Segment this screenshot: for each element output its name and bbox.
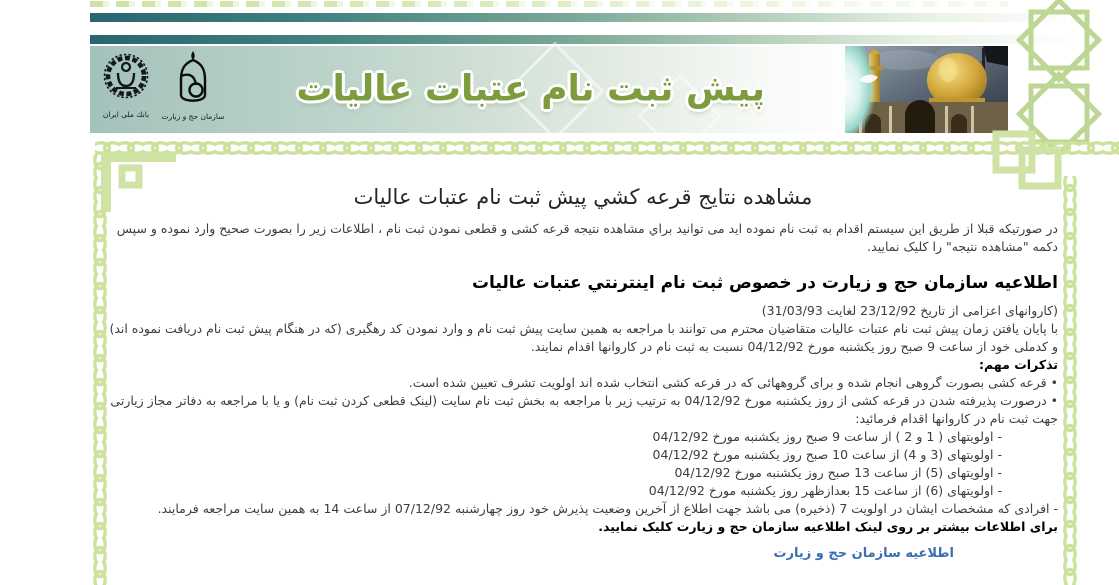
header-teal-bar-1 [90, 13, 1065, 22]
header-teal-bar-2 [90, 35, 1065, 44]
main-content [108, 184, 1058, 563]
frame-corner-top-right [986, 126, 1086, 192]
page-title: مشاهده نتايج قرعه کشي پيش ثبت نام عتبات عاليات [353, 185, 813, 209]
announcement-link[interactable]: اطلاعيه سازمان حج و زيارت [773, 546, 954, 561]
hajj-organization-logo [160, 50, 226, 121]
announcement-link-row [108, 544, 1058, 563]
caravan-dates-line: (کاروانهای اعزامی از تاريخ 23/12/92 لغايت 31/03/93) [761, 303, 1058, 318]
reserve-priority-note: - افرادی که مشخصات ايشان در اولويت 7 (ذخيره) می باشد جهت اطلاع از آخرين وضعيت پذيرش خود روز چهارشنبه 07/12/92 از ساعت 14 به همين سايت مراجعه فرمايند. [157, 501, 1058, 516]
priority-item-1: - اولويتهای ( 1 و 2 ) از ساعت 9 صبح روز يکشنبه مورخ 04/12/92 [652, 429, 1002, 444]
shrine-photo [845, 46, 1008, 133]
banner-title-calligraphy: پيش ثبت نام عتبات عاليات [296, 68, 765, 110]
header-banner [90, 46, 1008, 133]
shrine-photo-image [845, 46, 1008, 133]
frame-chain-left [92, 154, 108, 585]
more-info-instruction: برای اطلاعات بيشتر بر روی لينک اطلاعيه سازمان حج و زيارت کليک نماييد. [598, 519, 1058, 534]
priority-item-4: - اولويتهای (6) از ساعت 15 بعدازظهر روز يکشنبه مورخ 04/12/92 [648, 483, 1002, 498]
important-reminders-title: تذکرات مهم: [979, 357, 1058, 372]
notice-body-paragraph: با پايان يافتن زمان پيش ثبت نام عتبات عاليات متقاضيان محترم می توانند با مراجعه به همين سايت پيش ثبت نام و وارد نمودن کد رهگيری (که در هنگام پيش ثبت نام دريافت نموده اند) و کدملی خود از ساعت 9 صبح روز يکشنبه مورخ 04/12/92 نسبت به ثبت نام در کاروانها اقدام نمايند. [109, 321, 1058, 354]
bank-melli-caption: بانك ملی ايران [102, 110, 150, 119]
hajj-organization-emblem-icon [172, 50, 214, 110]
frame-chain-right [1062, 176, 1078, 585]
priority-item-2: - اولويتهای (3 و 4) از ساعت 10 صبح روز يکشنبه مورخ 04/12/92 [652, 447, 1002, 462]
bank-melli-logo [96, 50, 156, 119]
bank-melli-emblem-icon [103, 50, 149, 108]
top-ornament-strip [90, 1, 1008, 7]
reminder-bullet-2: • درصورت پذيرفته شدن در قرعه کشی از روز يکشنبه مورخ 04/12/92 به ترتيب زير با مراجعه به بخش ثبت نام سايت (لينک قطعی کردن ثبت نام) و يا با مراجعه به دفاتر مجاز زيارتی جهت ثبت نام در کاروانها اقدام فرمائيد: [110, 393, 1058, 426]
intro-paragraph: در صورتيکه قبلا از طريق اين سيستم اقدام به ثبت نام نموده ايد می توانيد براي مشاهده نتيجه قرعه کشی و قطعی نمودن ثبت نام ، اطلاعات زير را بصورت صحيح وارد نموده و سپس دکمه "مشاهده نتيجه" را کليک نماييد. [116, 221, 1058, 254]
frame-chain-top [95, 140, 1119, 156]
priority-item-3: - اولويتهای (5) از ساعت 13 صبح روز يکشنبه مورخ 04/12/92 [674, 465, 1002, 480]
reminder-bullet-1: • قرعه کشی بصورت گروهی انجام شده و برای گروههائی که در قرعه کشی انتخاب شده اند اولويت تشرف تعيين شده است. [408, 375, 1058, 390]
notice-title: اطلاعيه سازمان حج و زيارت در خصوص ثبت نام اينترنتي عتبات عاليات [471, 273, 1058, 293]
hajj-organization-caption: سازمان حج و زيارت [161, 112, 225, 121]
